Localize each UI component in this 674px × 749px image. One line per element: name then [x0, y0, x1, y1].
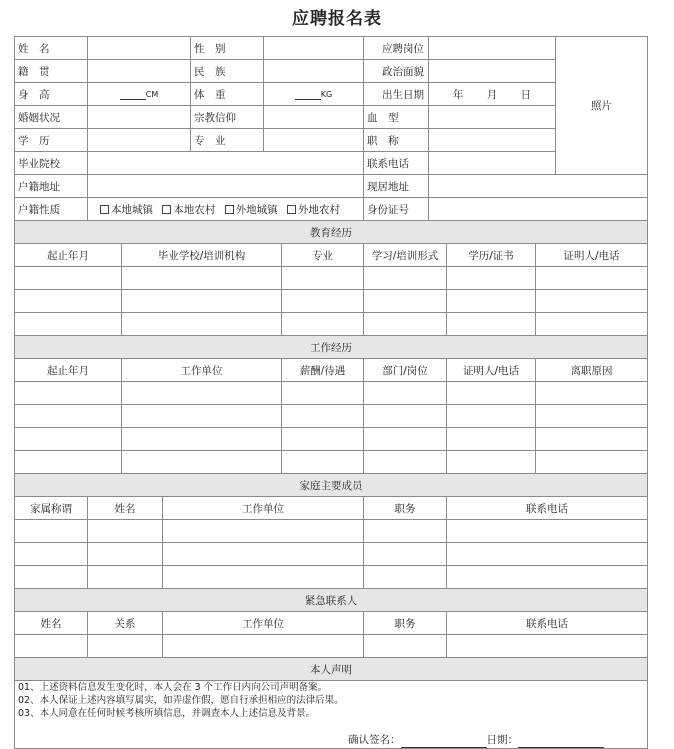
section-work: 工作经历 [15, 336, 648, 359]
label-ethnic: 民 族 [191, 60, 264, 83]
section-education: 教育经历 [15, 221, 648, 244]
gender-field[interactable] [264, 37, 364, 60]
label-weight: 体 重 [191, 83, 264, 106]
section-emergency: 紧急联系人 [15, 589, 648, 612]
title-rank-field[interactable] [429, 129, 556, 152]
emergency-header: 联系电话 [447, 612, 648, 635]
signature-row [18, 734, 644, 748]
edu-header: 毕业学校/培训机构 [122, 244, 282, 267]
table-row [15, 313, 648, 336]
label-height: 身 高 [15, 83, 88, 106]
name-field[interactable] [88, 37, 191, 60]
declaration-line: 01、上述资料信息发生变化时，本人会在 3 个工作日内向公司声明备案。 [18, 682, 328, 693]
label-school: 毕业院校 [15, 152, 88, 175]
section-declaration: 本人声明 [15, 658, 648, 681]
religion-field[interactable] [264, 106, 364, 129]
emergency-header: 工作单位 [163, 612, 364, 635]
height-unit: CM [145, 90, 159, 99]
table-row [15, 543, 648, 566]
section-family: 家庭主要成员 [15, 474, 648, 497]
edu-header: 起止年月 [15, 244, 122, 267]
table-row [15, 405, 648, 428]
blood-field[interactable] [429, 106, 556, 129]
label-blood: 血 型 [364, 106, 429, 129]
checkbox-icon[interactable] [287, 205, 296, 214]
hukou-type-options [88, 198, 364, 221]
phone-field[interactable] [429, 152, 556, 175]
label-phone: 联系电话 [364, 152, 429, 175]
weight-field[interactable] [264, 83, 364, 106]
hukou-option[interactable]: 本地城镇 [100, 204, 153, 216]
signature-field[interactable] [401, 734, 487, 748]
birth-month: 月 [486, 88, 498, 101]
hukou-addr-field[interactable] [88, 175, 364, 198]
table-row [15, 451, 648, 474]
family-header: 姓名 [88, 497, 163, 520]
table-row [15, 566, 648, 589]
education-field[interactable] [88, 129, 191, 152]
label-hukou-addr: 户籍地址 [15, 175, 88, 198]
declaration-line: 03、本人同意在任何时候考核所填信息，并调查本人上述信息及背景。 [18, 708, 316, 719]
label-position: 应聘岗位 [364, 37, 429, 60]
edu-header: 专业 [282, 244, 364, 267]
label-marriage: 婚姻状况 [15, 106, 88, 129]
label-major: 专 业 [191, 129, 264, 152]
checkbox-icon[interactable] [162, 205, 171, 214]
label-gender: 性 别 [191, 37, 264, 60]
origin-field[interactable] [88, 60, 191, 83]
table-row [15, 428, 648, 451]
school-field[interactable] [88, 152, 364, 175]
work-header: 薪酬/待遇 [282, 359, 364, 382]
table-row [15, 520, 648, 543]
application-form [14, 36, 648, 749]
hukou-option[interactable]: 外地城镇 [225, 204, 278, 216]
hukou-option[interactable]: 本地农村 [162, 204, 215, 216]
edu-header: 学历/证书 [447, 244, 536, 267]
id-number-field[interactable] [429, 198, 648, 221]
politics-field[interactable] [429, 60, 556, 83]
table-row [15, 635, 648, 658]
work-header: 工作单位 [122, 359, 282, 382]
family-header: 联系电话 [447, 497, 648, 520]
checkbox-icon[interactable] [100, 205, 109, 214]
checkbox-icon[interactable] [225, 205, 234, 214]
work-header: 部门/岗位 [364, 359, 447, 382]
position-field[interactable] [429, 37, 556, 60]
date-field[interactable] [518, 734, 604, 748]
label-education: 学 历 [15, 129, 88, 152]
table-row [15, 267, 648, 290]
birth-field[interactable] [429, 83, 556, 106]
work-header: 起止年月 [15, 359, 122, 382]
form-title: 应聘报名表 [292, 9, 382, 29]
work-header: 离职原因 [536, 359, 648, 382]
photo-box[interactable] [556, 37, 648, 175]
emergency-header: 职务 [364, 612, 447, 635]
table-row [15, 290, 648, 313]
edu-header: 证明人/电话 [536, 244, 648, 267]
date-label: 日期： [486, 734, 519, 746]
edu-header: 学习/培训形式 [364, 244, 447, 267]
label-politics: 政治面貌 [364, 60, 429, 83]
birth-year: 年 [452, 88, 464, 101]
label-hukou-type: 户籍性质 [15, 198, 88, 221]
emergency-header: 关系 [88, 612, 163, 635]
current-addr-field[interactable] [429, 175, 648, 198]
birth-day: 日 [520, 88, 532, 101]
declaration-body [15, 681, 648, 749]
height-field[interactable] [88, 83, 191, 106]
hukou-option[interactable]: 外地农村 [287, 204, 340, 216]
label-id-number: 身份证号 [364, 198, 429, 221]
emergency-header: 姓名 [15, 612, 88, 635]
family-header: 工作单位 [163, 497, 364, 520]
label-title-rank: 职 称 [364, 129, 429, 152]
table-row [15, 382, 648, 405]
label-origin: 籍 贯 [15, 60, 88, 83]
label-birth: 出生日期 [364, 83, 429, 106]
marriage-field[interactable] [88, 106, 191, 129]
declaration-line: 02、本人保证上述内容填写属实，如弄虚作假，愿自行承担相应的法律后果。 [18, 695, 344, 706]
photo-label: 照片 [591, 100, 613, 112]
sign-label: 确认签名： [348, 734, 401, 746]
family-header: 职务 [364, 497, 447, 520]
ethnic-field[interactable] [264, 60, 364, 83]
label-religion: 宗教信仰 [191, 106, 264, 129]
work-header: 证明人/电话 [447, 359, 536, 382]
label-name: 姓 名 [15, 37, 88, 60]
weight-unit: KG [320, 90, 333, 99]
label-current-addr: 现居地址 [364, 175, 429, 198]
family-header: 家属称谓 [15, 497, 88, 520]
major-field[interactable] [264, 129, 364, 152]
